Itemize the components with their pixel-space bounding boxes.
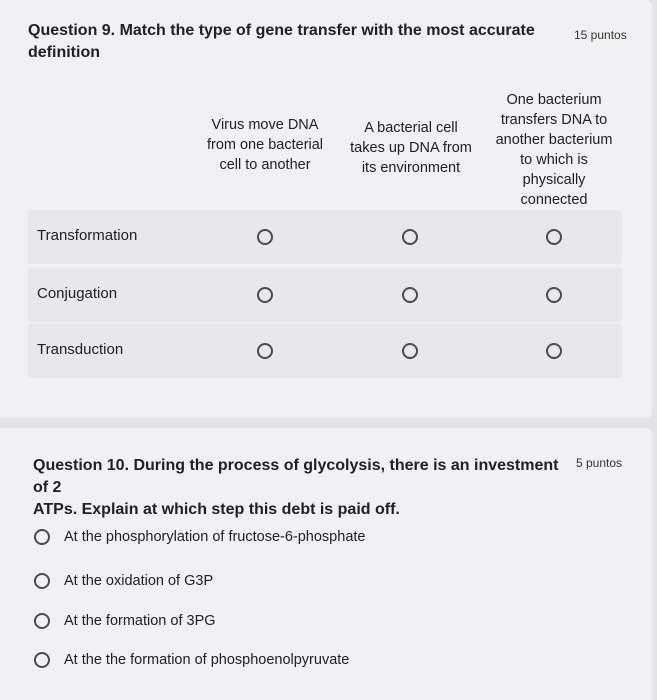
column-header-transformation-definition: A bacterial cell takes up DNA from its environment (350, 120, 472, 176)
radio-button[interactable] (34, 652, 50, 668)
radio-button[interactable] (402, 343, 418, 359)
option-label: At the phosphorylation of fructose-6-phosphate (64, 529, 366, 545)
radio-button[interactable] (257, 287, 273, 303)
row-label: Transformation (37, 227, 138, 244)
question-9-title: Question 9. Match the type of gene transfer with the most accurate definition (28, 22, 535, 61)
option-label: At the oxidation of G3P (64, 573, 214, 589)
radio-button[interactable] (257, 343, 273, 359)
radio-button[interactable] (546, 343, 562, 359)
option-g3p-oxidation[interactable] (34, 569, 213, 593)
grid-row-transduction (28, 324, 622, 378)
question-10-title: Question 10. During the process of glycolysis, there is an investment of 2 ATPs. Explain at which step this debt is paid off. (33, 457, 559, 518)
radio-button[interactable] (546, 229, 562, 245)
column-header-transduction-definition: Virus move DNA from one bacterial cell to another (206, 117, 324, 173)
question-9-points: 15 puntos (574, 28, 627, 42)
question-10-points: 5 puntos (576, 456, 623, 470)
option-fructose-6-phosphate[interactable] (34, 525, 365, 549)
radio-button[interactable] (257, 229, 273, 245)
column-header-conjugation-definition: One bacterium transfers DNA to another bacterium to which is physically connected (495, 92, 613, 208)
grid-row-transformation (28, 210, 622, 264)
radio-button[interactable] (34, 529, 50, 545)
grid-row-conjugation (28, 268, 622, 322)
option-label: At the the formation of phosphoenolpyruvate (64, 652, 350, 668)
option-label: At the formation of 3PG (64, 613, 216, 629)
radio-button[interactable] (546, 287, 562, 303)
option-3pg-formation[interactable] (34, 609, 216, 633)
row-label: Transduction (37, 341, 124, 358)
radio-button[interactable] (402, 287, 418, 303)
option-pep-formation[interactable] (34, 648, 349, 672)
radio-button[interactable] (34, 573, 50, 589)
radio-button[interactable] (34, 613, 50, 629)
question-10-card (0, 428, 652, 700)
row-label: Conjugation (37, 285, 118, 302)
radio-button[interactable] (402, 229, 418, 245)
